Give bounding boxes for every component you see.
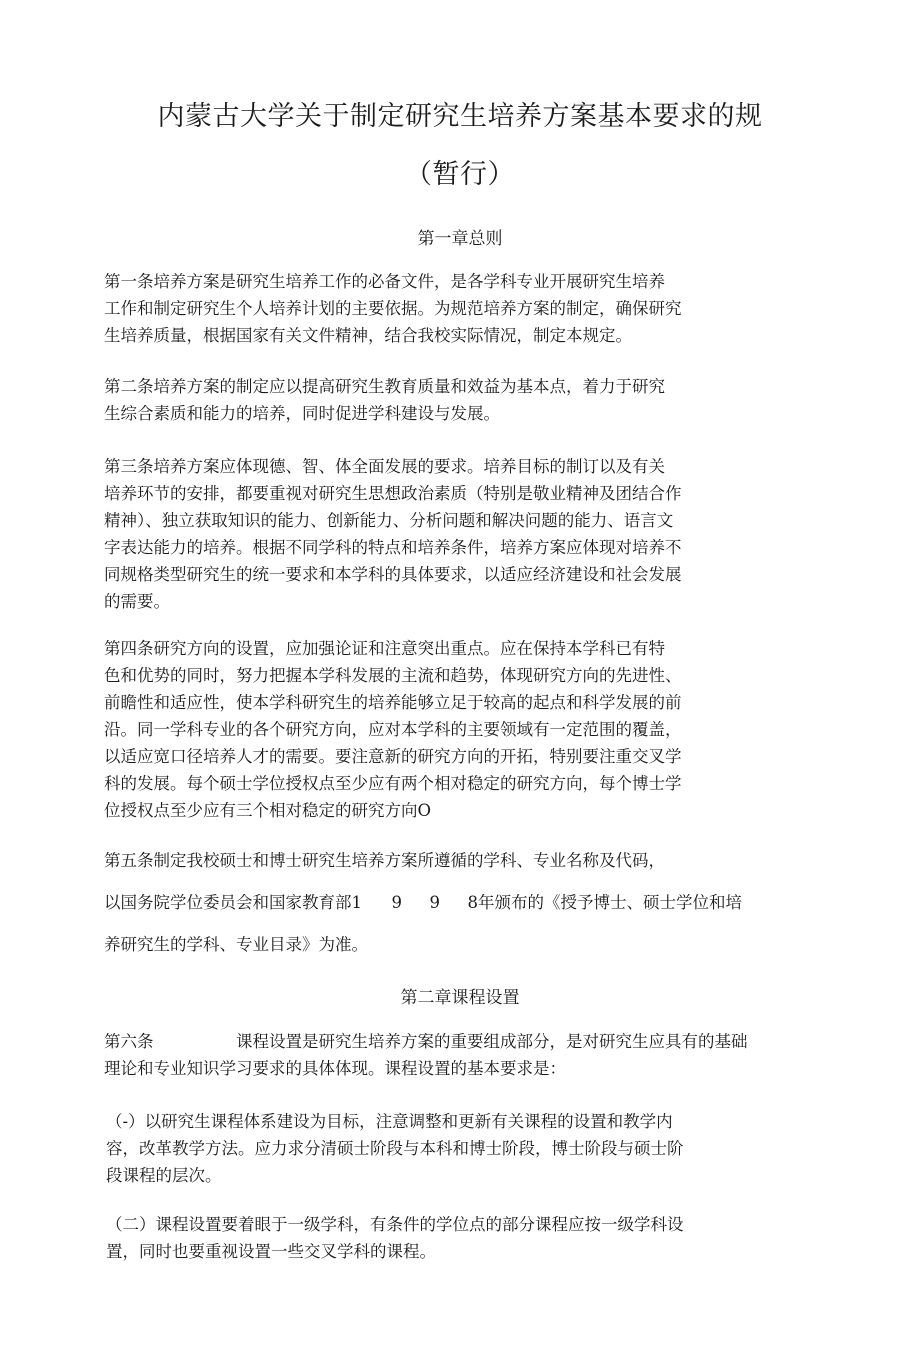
- article-6: [104, 1028, 824, 1082]
- article-4-line: 第四条研究方向的设置，应加强论证和注意突出重点。应在保持本学科已有特: [104, 639, 665, 658]
- article-5-text: 8年颁布的《授予博士、硕士学位和培: [467, 893, 742, 912]
- article-5-text: 以国务院学位委员会和国家教育部: [104, 893, 352, 912]
- article-4-line: 以适应宽口径培养人才的需要。要注意新的研究方向的开拓，特别要注重交叉学: [104, 747, 682, 766]
- article-5: [104, 840, 824, 966]
- article-4-line: 沿。同一学科专业的各个研究方向，应对本学科的主要领域有一定范围的覆盖，: [104, 720, 682, 739]
- course-item-1-line: 段课程的层次。: [106, 1166, 222, 1185]
- article-3-line: 的需要。: [104, 592, 170, 611]
- year-digit: 9: [391, 893, 402, 912]
- article-1-line: 第一条培养方案是研究生培养工作的必备文件，是各学科专业开展研究生培养: [104, 272, 665, 291]
- chapter-2-heading: 第二章课程设置: [400, 988, 520, 1008]
- article-1: [104, 268, 824, 349]
- article-1-line: 生培养质量，根据国家有关文件精神，结合我校实际情况，制定本规定。: [104, 326, 632, 345]
- article-3-line: 字表达能力的培养。根据不同学科的特点和培养条件，培养方案应体现对培养不: [104, 538, 682, 557]
- article-1-line: 工作和制定研究生个人培养计划的主要依据。为规范培养方案的制定，确保研究: [104, 299, 682, 318]
- chapter-1-heading: 第一章总则: [417, 229, 503, 249]
- article-4-line: 科的发展。每个硕士学位授权点至少应有两个相对稳定的研究方向，每个博士学: [104, 774, 682, 793]
- year-digit: 1: [351, 893, 362, 912]
- article-3-line: 精神）、独立获取知识的能力、创新能力、分析问题和解决问题的能力、语言文: [104, 511, 674, 530]
- course-item-1: [106, 1108, 826, 1189]
- course-item-2-line: 置，同时也要重视设置一些交叉学科的课程。: [106, 1242, 436, 1261]
- article-4-line: 色和优势的同时，努力把握本学科发展的主流和趋势，体现研究方向的先进性、: [104, 666, 682, 685]
- document-title: 内蒙古大学关于制定研究生培养方案基本要求的规: [157, 101, 763, 132]
- course-item-1-line: 容，改革教学方法。应力求分清硕士阶段与本科和博士阶段，博士阶段与硕士阶: [106, 1139, 684, 1158]
- course-item-2-line: （二）课程设置要着眼于一级学科，有条件的学位点的部分课程应按一级学科设: [106, 1215, 684, 1234]
- course-item-1-line: （-）以研究生课程体系建设为目标，注意调整和更新有关课程的设置和教学内: [106, 1112, 673, 1131]
- article-5-line: 养研究生的学科、专业目录》为准。: [104, 935, 368, 954]
- article-4: [104, 635, 824, 824]
- article-5-line: 第五条制定我校硕士和博士研究生培养方案所遵循的学科、专业名称及代码，: [104, 851, 665, 870]
- document-title-subtitle: （暂行）: [405, 159, 515, 190]
- article-2-line: 生综合素质和能力的培养，同时促进学科建设与发展。: [104, 404, 500, 423]
- article-3-line: 第三条培养方案应体现德、智、体全面发展的要求。培养目标的制订以及有关: [104, 457, 665, 476]
- course-item-2: [106, 1211, 826, 1265]
- article-2-line: 第二条培养方案的制定应以提高研究生教育质量和效益为基本点，着力于研究: [104, 377, 665, 396]
- article-2: [104, 373, 824, 427]
- article-3-line: 培养环节的安排，都要重视对研究生思想政治素质（特别是敬业精神及团结合作: [104, 484, 682, 503]
- article-3: [104, 453, 824, 615]
- article-4-line: 位授权点至少应有三个相对稳定的研究方向O: [104, 801, 432, 820]
- article-6-text: 课程设置是研究生培养方案的重要组成部分，是对研究生应具有的基础: [236, 1032, 748, 1051]
- article-3-line: 同规格类型研究生的统一要求和本学科的具体要求，以适应经济建设和社会发展: [104, 565, 682, 584]
- article-6-line: 理论和专业知识学习要求的具体体现。课程设置的基本要求是：: [104, 1059, 566, 1078]
- article-4-line: 前瞻性和适应性，使本学科研究生的培养能够立足于较高的起点和科学发展的前: [104, 693, 682, 712]
- article-5-line: [104, 882, 824, 924]
- year-digit: 9: [429, 893, 440, 912]
- article-6-label: 第六条: [104, 1032, 154, 1051]
- article-6-line: [104, 1028, 824, 1055]
